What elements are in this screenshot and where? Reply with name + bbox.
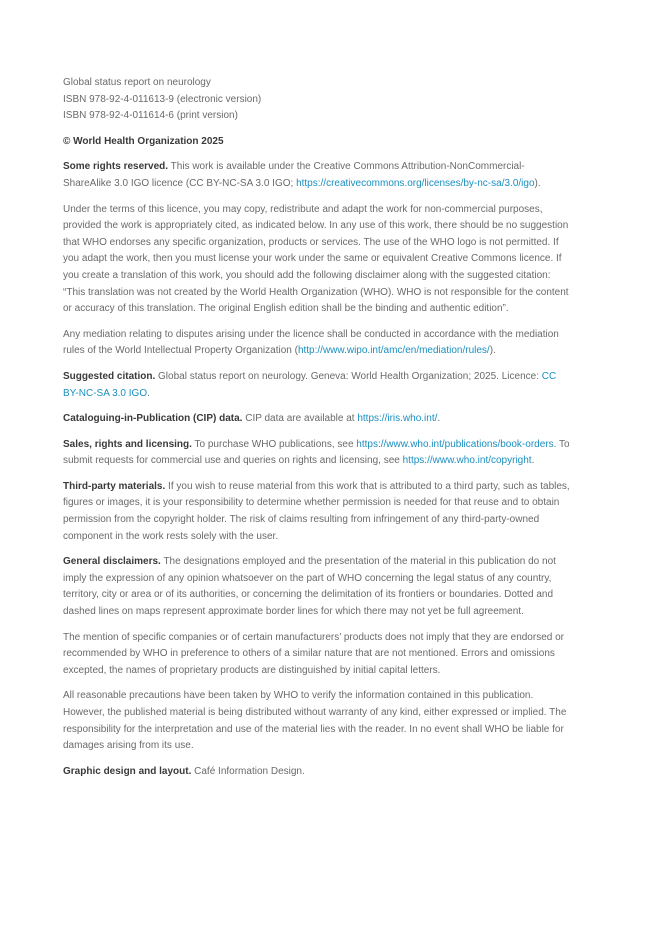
- rights-label: Some rights reserved.: [63, 161, 169, 173]
- design-text: Café Information Design.: [191, 765, 305, 777]
- design-label: Graphic design and layout.: [63, 765, 192, 777]
- cip-paragraph: [63, 411, 573, 428]
- cc-licence-link[interactable]: https://creativecommons.org/licenses/by-nc-sa/3.0/igo: [296, 177, 535, 189]
- wipo-mediation-link[interactable]: http://www.wipo.int/amc/en/mediation/rules/: [297, 345, 490, 357]
- general-disclaimers-label: General disclaimers.: [63, 556, 161, 568]
- rights-text: This work is available under the Creative Commons Attribution-NonCommercial-ShareAlike 3.0 IGO licence (CC BY-NC-SA 3.0 IGO;: [63, 161, 525, 189]
- citation-licence-link[interactable]: CC BY-NC-SA 3.0 IGO: [63, 370, 557, 399]
- copyright-page: [63, 75, 573, 789]
- sales-text-2: . To submit requests for commercial use and queries on rights and licensing, see: [63, 438, 570, 467]
- sales-after: .: [531, 455, 535, 467]
- design-paragraph: [63, 764, 573, 781]
- sales-text-1: To purchase WHO publications, see: [191, 438, 357, 450]
- citation-paragraph: [63, 369, 573, 402]
- precautions-paragraph: All reasonable precautions have been taken by WHO to verify the information contained in this publication. However, the published material is being distributed without warranty of any kind, either expressed or implied. The responsibility for the interpretation and use of the material lies with the reader. In no event shall WHO be liable for damages arising from its use.: [63, 690, 567, 752]
- citation-label: Suggested citation.: [63, 370, 156, 382]
- iris-link[interactable]: https://iris.who.int/: [357, 413, 438, 425]
- rights-paragraph: [63, 159, 573, 192]
- sales-label: Sales, rights and licensing.: [63, 438, 192, 450]
- mediation-paragraph: [63, 327, 573, 360]
- isbn-print: ISBN 978-92-4-011614-6 (print version): [63, 110, 238, 122]
- third-party-label: Third-party materials.: [63, 480, 166, 492]
- mediation-after: ).: [489, 345, 496, 357]
- third-party-paragraph: [63, 479, 573, 545]
- book-orders-link[interactable]: https://www.who.int/publications/book-orders: [356, 438, 554, 450]
- general-disclaimers-text: The designations employed and the presentation of the material in this publication do not imply the expression of any opinion whatsoever on the part of WHO concerning the legal status of any country, territory, city or area or of its authorities, or concerning the delimitation of its frontiers or boundaries. Dotted and dashed lines on maps represent approximate border lines for which there may not yet be full agreement.: [63, 556, 556, 618]
- mention-paragraph: The mention of specific companies or of certain manufacturers’ products does not imply that they are endorsed or recommended by WHO in preference to others of a similar nature that are not mentioned. Errors and omissions excepted, the names of proprietary products are distinguished by initial capital letters.: [63, 631, 564, 676]
- cip-text: CIP data are available at: [242, 413, 358, 425]
- copyright-notice: © World Health Organization 2025: [63, 135, 224, 147]
- terms-paragraph: Under the terms of this licence, you may copy, redistribute and adapt the work for non-commercial purposes, provided the work is appropriately cited, as indicated below. In any use of this work, there should be no suggestion that WHO endorses any specific organization, products or services. The use of the WHO logo is not permitted. If you adapt the work, then you must license your work under the same or equivalent Creative Commons licence. If you create a translation of this work, you should add the following disclaimer along with the suggested citation: “This translation was not created by the World Health Organization (WHO). WHO is not responsible for the content or accuracy of this translation. The original English edition shall be the binding and authentic edition”.: [63, 203, 569, 315]
- publication-info: [63, 75, 573, 125]
- rights-after: ).: [534, 177, 541, 189]
- third-party-text: If you wish to reuse material from this work that is attributed to a third party, such as tables, figures or images, it is your responsibility to determine whether permission is needed for that reuse and to obtain permission from the copyright holder. The risk of claims resulting from infringement of any third-party-owned component in the work rests solely with the user.: [63, 480, 570, 542]
- citation-after: .: [147, 387, 150, 399]
- citation-text: Global status report on neurology. Geneva: World Health Organization; 2025. Licence:: [155, 370, 542, 382]
- cip-after: .: [437, 413, 441, 425]
- report-title: Global status report on neurology: [63, 77, 211, 88]
- general-disclaimers-paragraph: [63, 554, 573, 620]
- mediation-text: Any mediation relating to disputes arising under the licence shall be conducted in accordance with the mediation rules of the World Intellectual Property Organization (: [63, 328, 559, 357]
- cip-label: Cataloguing-in-Publication (CIP) data.: [63, 413, 243, 425]
- sales-paragraph: [63, 437, 573, 470]
- copyright-link[interactable]: https://www.who.int/copyright: [402, 455, 532, 467]
- isbn-electronic: ISBN 978-92-4-011613-9 (electronic version): [63, 93, 262, 105]
